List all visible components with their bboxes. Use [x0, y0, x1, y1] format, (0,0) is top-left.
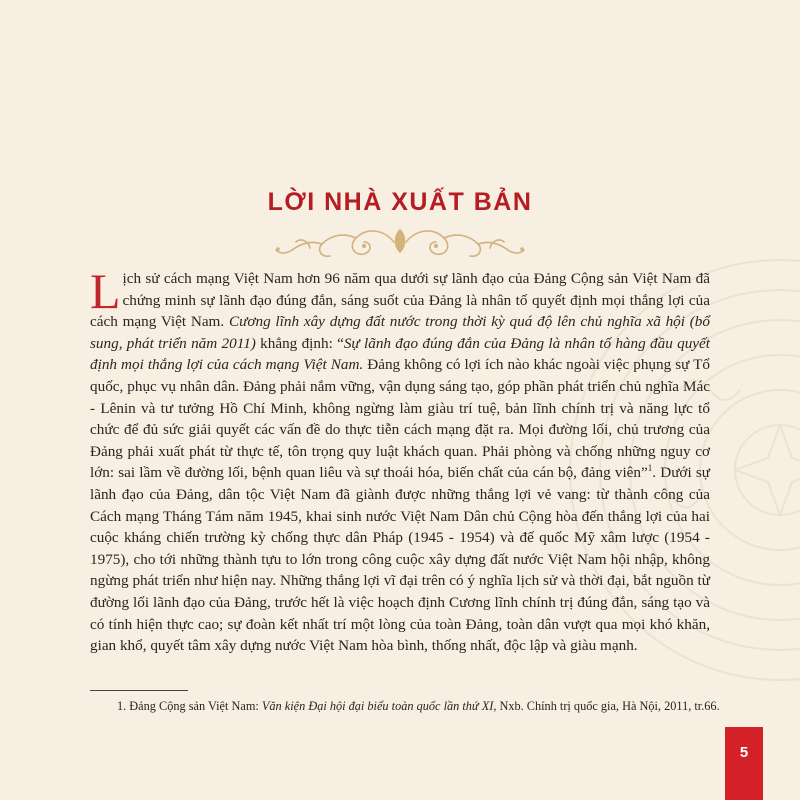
- footnote-reference: 1: [647, 463, 653, 474]
- page-number: 5: [739, 744, 749, 761]
- body-text-1: ịch sử cách mạng Việt Nam hơn 96 năm qua dưới sự lãnh đạo của Đảng Cộng sản Việt Nam đã chứng minh sự lãnh đạo đúng đắn, sáng suốt của Đảng là nhân tố quyết định mọi thắng lợi của cách mạng Việt Nam.: [90, 270, 710, 331]
- footnote-italic: Văn kiện Đại hội đại biểu toàn quốc lần thứ XI: [261, 699, 494, 713]
- decorative-ornament-icon: [270, 222, 530, 262]
- footnote-divider: [90, 690, 188, 691]
- drop-cap-letter: L: [90, 263, 121, 319]
- body-paragraph: [90, 263, 711, 657]
- footnote-prefix: 1. Đảng Cộng sản Việt Nam:: [117, 699, 262, 713]
- body-italic-2: Sự lãnh đạo đúng đắn của Đảng là nhân tố hàng đầu quyết định mọi thắng lợi của cách mạng Việt Nam.: [90, 334, 710, 374]
- body-text-3: Đảng không có lợi ích nào khác ngoài việc phụng sự Tổ quốc, phục vụ nhân dân. Đảng phải nắm vững, vận dụng sáng tạo, góp phần phát triển chủ nghĩa Mác - Lênin và tư tưởng Hồ Chí Minh, không ngừng làm giàu trí tuệ, bản lĩnh chính trị và năng lực tổ chức để đủ sức giải quyết các vấn đề do thực tiễn cách mạng đặt ra. Mọi đường lối, chủ trương của Đảng phải xuất phát từ thực tế, tôn trọng quy luật khách quan. Phải phòng và chống những nguy cơ lớn: sai lầm về đường lối, bệnh quan liêu và sự thoái hóa, biến chất của cán bộ, đảng viên”: [90, 356, 710, 482]
- body-text-4: . Dưới sự lãnh đạo của Đảng, dân tộc Việt Nam đã giành được những thắng lợi vẻ vang: từ thành công của Cách mạng Tháng Tám năm 1945, khai sinh nước Việt Nam Dân chủ Cộng hòa đến thắng lợi của hai cuộc kháng chiến trường kỳ chống thực dân Pháp (1945 - 1954) và đế quốc Mỹ xâm lược (1954 - 1975), cho tới những thành tựu to lớn trong công cuộc xây dựng đất nước Việt Nam hội nhập, không ngừng phát triển như hiện nay. Những thắng lợi vĩ đại trên có ý nghĩa lịch sử và thời đại, bắt nguồn từ đường lối lãnh đạo của Đảng, trước hết là việc hoạch định Cương lĩnh chính trị đúng đắn, sáng tạo và có tính hiện thực cao; sự đoàn kết nhất trí một lòng của toàn Đảng, toàn dân vượt qua mọi khó khăn, gian khổ, quyết tâm xây dựng nước Việt Nam hòa bình, thống nhất, độc lập và giàu mạnh.: [90, 464, 711, 655]
- page-title: LỜI NHÀ XUẤT BẢN: [267, 188, 533, 216]
- body-italic-1: Cương lĩnh xây dựng đất nước trong thời kỳ quá độ lên chủ nghĩa xã hội (bổ sung, phát triển năm 2011): [90, 313, 710, 352]
- page-number-tab: [725, 727, 763, 800]
- footnote: [117, 698, 737, 714]
- body-text-2: khẳng định: “: [255, 334, 344, 352]
- footnote-suffix: , Nxb. Chính trị quốc gia, Hà Nội, 2011, tr.66.: [493, 699, 720, 713]
